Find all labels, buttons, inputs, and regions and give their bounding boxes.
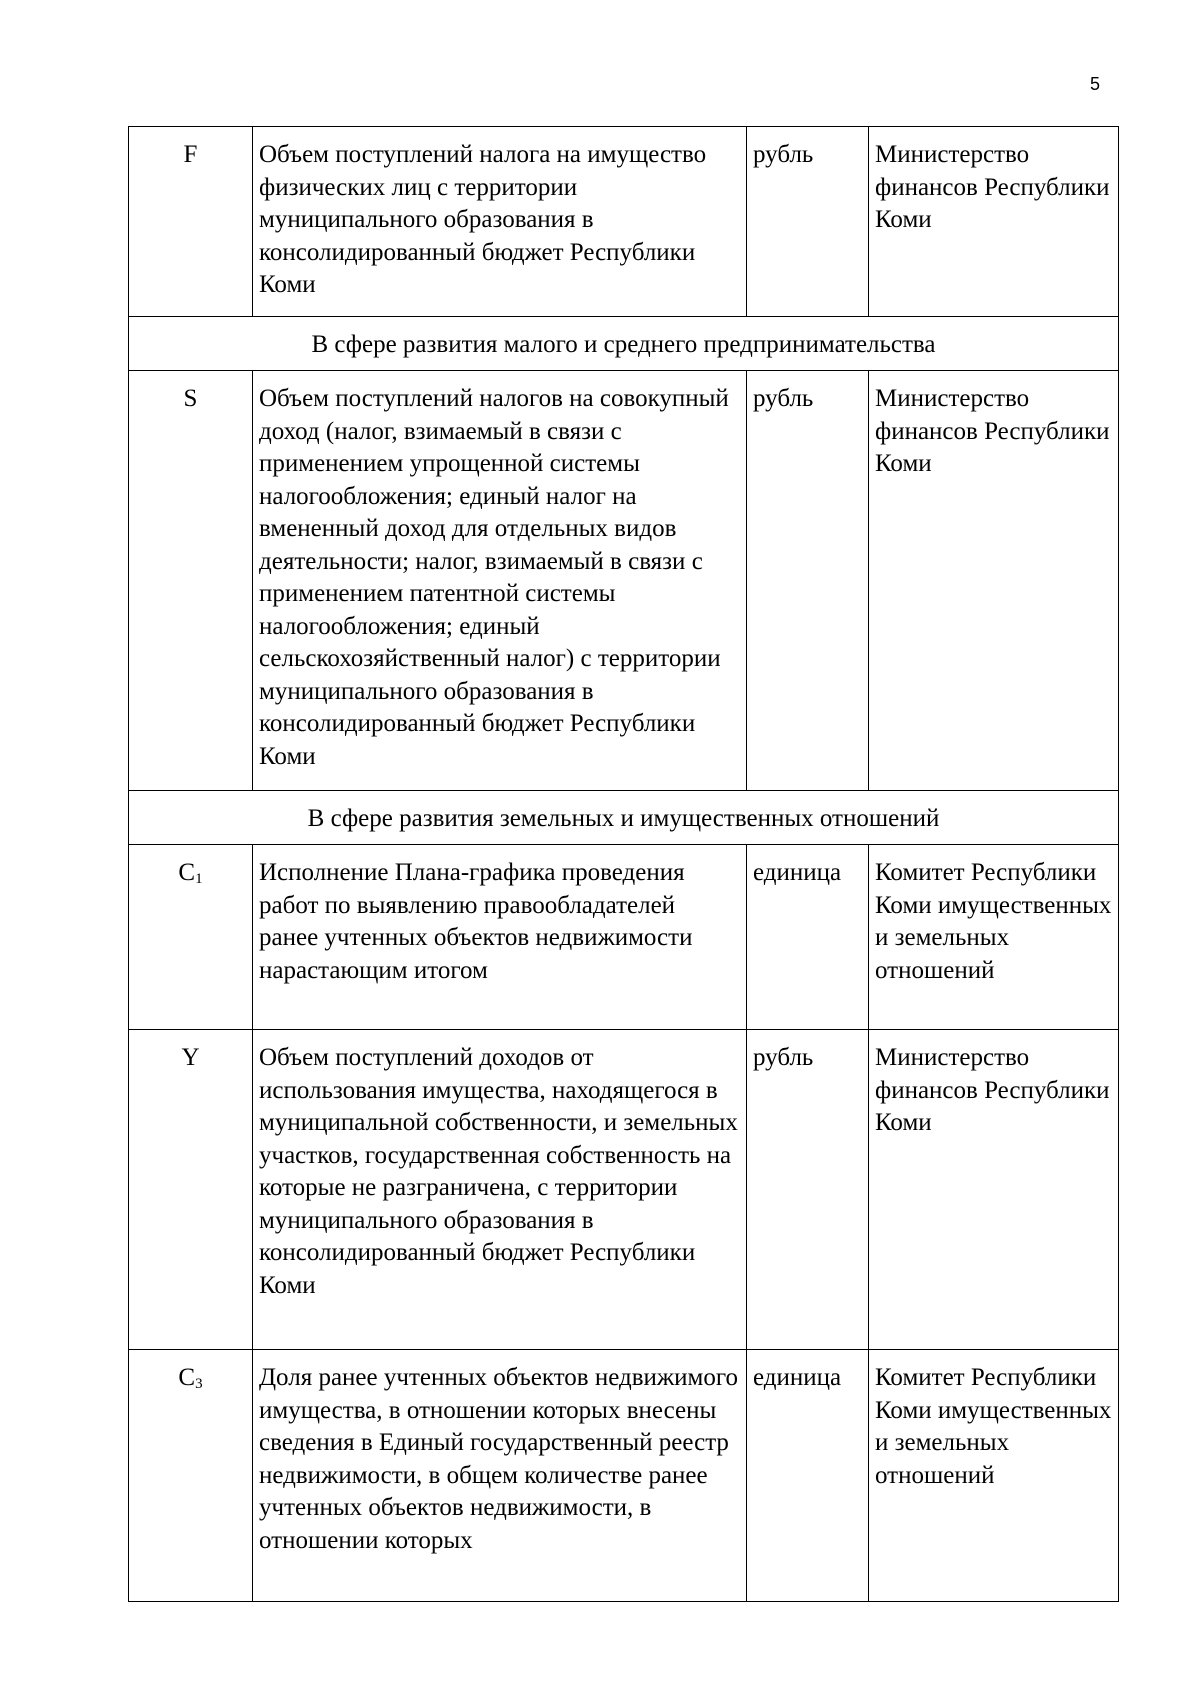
indicator-source: Комитет Республики Коми имущественных и земельных отношений <box>869 845 1119 1030</box>
indicator-description: Объем поступлений доходов от использования имущества, находящегося в муниципальной собственности, и земельных участков, государственная собственность на которые не разграничена, с территории муниципального образования в консолидированный бюджет Республики Коми <box>253 1030 747 1350</box>
indicator-source: Министерство финансов Республики Коми <box>869 127 1119 317</box>
section-header-row <box>129 317 1119 371</box>
indicator-unit: единица <box>747 845 869 1030</box>
indicator-source: Министерство финансов Республики Коми <box>869 1030 1119 1350</box>
indicator-source: Министерство финансов Республики Коми <box>869 371 1119 791</box>
indicator-symbol: F <box>129 127 253 317</box>
section-title: В сфере развития малого и среднего предпринимательства <box>129 317 1119 371</box>
indicator-source: Комитет Республики Коми имущественных и земельных отношений <box>869 1350 1119 1602</box>
table-row <box>129 127 1119 317</box>
indicator-unit: рубль <box>747 127 869 317</box>
page-number: 5 <box>1089 74 1100 94</box>
indicator-unit: рубль <box>747 1030 869 1350</box>
indicator-unit: рубль <box>747 371 869 791</box>
table-row <box>129 1350 1119 1602</box>
indicators-table <box>128 126 1119 1602</box>
table-row <box>129 845 1119 1030</box>
section-title: В сфере развития земельных и имущественных отношений <box>129 791 1119 845</box>
indicator-description: Доля ранее учтенных объектов недвижимого имущества, в отношении которых внесены сведения в Единый государственный реестр недвижимости, в общем количестве ранее учтенных объектов недвижимости, в отношении которых <box>253 1350 747 1602</box>
indicator-description: Объем поступлений налога на имущество физических лиц с территории муниципального образования в консолидированный бюджет Республики Коми <box>253 127 747 317</box>
indicator-description: Объем поступлений налогов на совокупный доход (налог, взимаемый в связи с применением упрощенной системы налогообложения; единый налог на вмененный доход для отдельных видов деятельности; налог, взимаемый в связи с применением патентной системы налогообложения; единый сельскохозяйственный налог) с территории муниципального образования в консолидированный бюджет Республики Коми <box>253 371 747 791</box>
indicator-symbol: S <box>129 371 253 791</box>
indicator-unit: единица <box>747 1350 869 1602</box>
indicator-symbol: $C_1$ <box>129 845 253 1030</box>
table-row <box>129 1030 1119 1350</box>
table-row <box>129 371 1119 791</box>
indicator-description: Исполнение Плана-графика проведения работ по выявлению правообладателей ранее учтенных объектов недвижимости нарастающим итогом <box>253 845 747 1030</box>
section-header-row <box>129 791 1119 845</box>
indicator-symbol: $C_3$ <box>129 1350 253 1602</box>
indicator-symbol: Y <box>129 1030 253 1350</box>
